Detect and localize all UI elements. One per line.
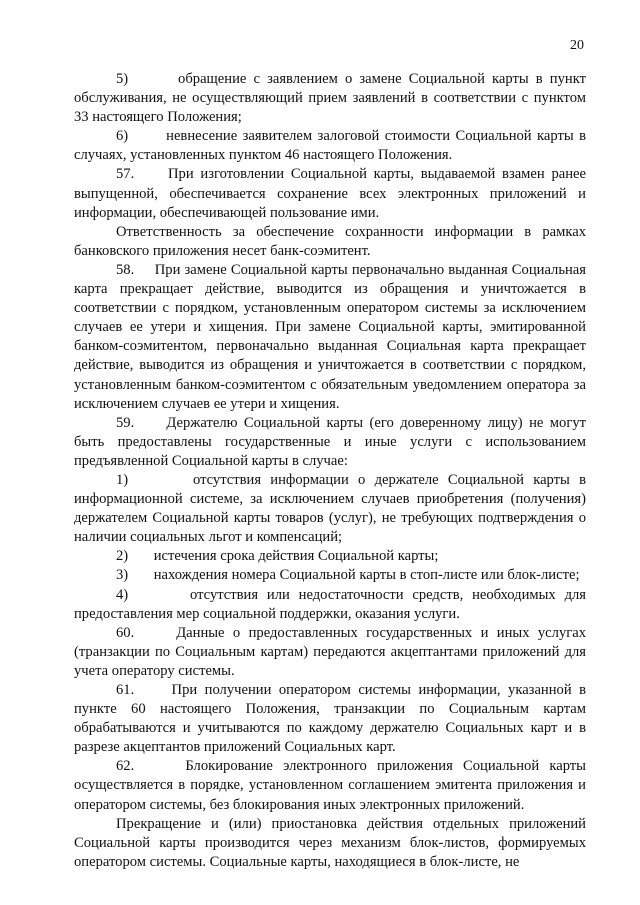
paragraph-62: 62. Блокирование электронного приложения Социальной карты осуществляется в порядке, установленном соглашением эмитента приложения и оператором системы, без блокирования иных электронных приложений. (74, 758, 586, 813)
paragraph-57: 57. При изготовлении Социальной карты, выдаваемой взамен ранее выпущенной, обеспечивается сохранение всех электронных приложений и информации, обеспечивающей пользование ими. (74, 166, 586, 221)
paragraph-60: 60. Данные о предоставленных государственных и иных услугах (транзакции по Социальным картам) передаются акцептантами приложений для учета оператору системы. (74, 624, 586, 679)
paragraph-59-item-4: 4) отсутствия или недостаточности средств, необходимых для предоставления мер социальной поддержки, оказания услуги. (74, 586, 586, 622)
paragraph-item-6: 6) невнесение заявителем залоговой стоимости Социальной карты в случаях, установленных пунктом 46 настоящего Положения. (74, 128, 586, 164)
paragraph-59-item-3: 3) нахождения номера Социальной карты в стоп-листе или блок-листе; (116, 567, 580, 584)
paragraph-item-5: 5) обращение с заявлением о замене Социальной карты в пункт обслуживания, не осуществляющий прием заявлений в соответствии с пунктом 33 настоящего Положения; (74, 71, 586, 126)
paragraph-58: 58. При замене Социальной карты первоначально выданная Социальная карта прекращает действие, выводится из обращения и уничтожается в соответствии с порядком, установленным оператором системы за исключением случаев ее утери и хищения. При замене Социальной карты, эмитированной банком-соэмитентом, первоначально выданная Социальная карта прекращает действие, выводится из обращения и уничтожается в соответствии с порядком, установленным банком-соэмитентом с обязательным уведомлением оператора за исключением случаев ее утери и хищения. (74, 261, 586, 412)
paragraph-59-item-2: 2) истечения срока действия Социальной карты; (116, 548, 439, 565)
paragraph-61: 61. При получении оператором системы информации, указанной в пункте 60 настоящего Положения, транзакции по Социальным картам обрабатываются и учитываются по каждому держателю Социальных карт и в разрезе акцептантов приложений Социальных карт. (74, 682, 586, 756)
paragraph-responsibility: Ответственность за обеспечение сохранности информации в рамках банковского приложения несет банк-соэмитент. (74, 223, 586, 259)
paragraph-59: 59. Держателю Социальной карты (его доверенному лицу) не могут быть предоставлены государственные и иные услуги с использованием предъявленной Социальной карты в случае: (74, 414, 586, 469)
paragraph-termination: Прекращение и (или) приостановка действия отдельных приложений Социальной карты производится через механизм блок-листов, формируемых оператором системы. Социальные карты, находящиеся в блок-листе, не (74, 815, 586, 870)
document-body (74, 70, 586, 872)
page-number: 20 (570, 38, 584, 53)
paragraph-59-item-1: 1) отсутствия информации о держателе Социальной карты в информационной системе, за исключением случаев приобретения (получения) держателем Социальной карты товаров (услуг), не требующих подтверждения о наличии социальных льгот и компенсаций; (74, 471, 586, 546)
